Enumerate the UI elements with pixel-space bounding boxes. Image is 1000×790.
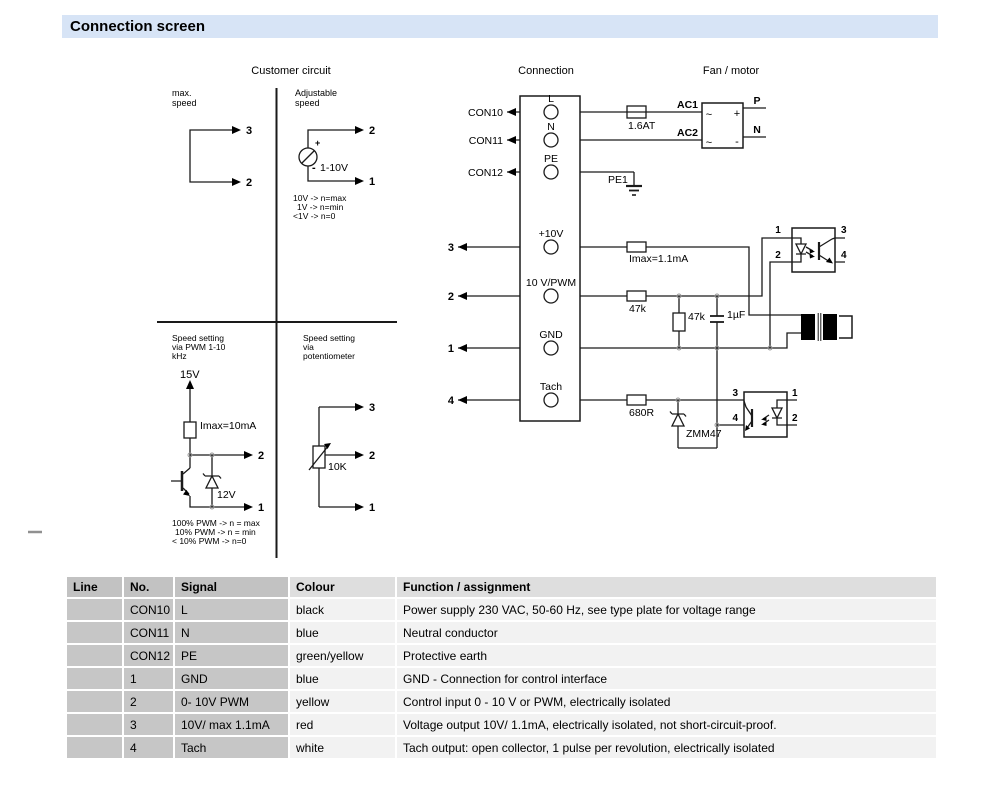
cell-line [67, 645, 122, 666]
col-header-function: Function / assignment [397, 577, 936, 597]
terminal-circle-n [544, 133, 558, 147]
cell-line [67, 691, 122, 712]
q4-terminal-2: 2 [369, 450, 376, 462]
cell-function: Protective earth [397, 645, 936, 666]
block-pin-pwm: 10 V/PWM [525, 277, 577, 289]
fuse-label: 1.6AT [628, 120, 656, 132]
block-con10-label: CON10 [467, 107, 503, 119]
cell-line [67, 599, 122, 620]
q2-label-line1: Adjustable [295, 88, 338, 98]
section-title-fan: Fan / motor [702, 65, 760, 77]
cell-colour: red [290, 714, 395, 735]
zener-zmm47-symbol [670, 412, 686, 427]
table-row [67, 737, 936, 758]
resistor-imax-symbol [627, 242, 646, 252]
r47k-series-label: 47k [629, 303, 646, 315]
connector-symbol [801, 313, 852, 341]
page-title: Connection screen [70, 18, 206, 35]
wires [157, 88, 845, 558]
cell-function: Tach output: open collector, 1 pulse per revolution, electrically isolated [397, 737, 936, 758]
q1-label-line1: max. [172, 88, 192, 98]
section-title-customer: Customer circuit [251, 65, 331, 77]
block-pin-n: N [547, 121, 555, 133]
q4-label-line1: Speed setting [303, 333, 355, 343]
q3-label-line3: kHz [172, 351, 187, 361]
table-header-row [67, 577, 936, 597]
table-row [67, 714, 936, 735]
cell-function: Voltage output 10V/ 1.1mA, electrically isolated, not short-circuit-proof. [397, 714, 936, 735]
ac1-label: AC1 [676, 99, 698, 111]
fan-p-label: P [753, 95, 761, 107]
q2-terminal-2: 2 [369, 125, 376, 137]
cell-function: Neutral conductor [397, 622, 936, 643]
terminal-circle-tach [544, 393, 558, 407]
cell-signal: L [175, 599, 288, 620]
section-title-connection: Connection [518, 65, 574, 77]
block-terminal-3: 3 [447, 242, 454, 254]
col-header-line: Line [67, 577, 122, 597]
q2-terminal-1: 1 [369, 176, 376, 188]
block-con11-label: CON11 [468, 135, 503, 147]
q1-terminal-3: 3 [246, 125, 253, 137]
terminal-circle-gnd [544, 341, 558, 355]
block-con12-label: CON12 [467, 167, 503, 179]
q1-label-line2: speed [172, 98, 197, 108]
fan-tilde-bottom: ~ [705, 137, 713, 149]
optocoupler-2 [744, 392, 787, 437]
cell-no: 3 [124, 714, 173, 735]
cell-function: Control input 0 - 10 V or PWM, electrically isolated [397, 691, 936, 712]
q3-note-3: < 10% PWM -> n=0 [172, 536, 247, 546]
opto1-pin2: 2 [775, 250, 781, 261]
q3-imax-label: Imax=10mA [200, 420, 257, 432]
cell-signal: 0- 10V PWM [175, 691, 288, 712]
opto2-pin1: 1 [792, 388, 798, 399]
resistor-imax10-symbol [184, 422, 196, 438]
block-pin-l: L [548, 93, 554, 105]
block-pin-pe: PE [543, 153, 559, 165]
cell-no: 2 [124, 691, 173, 712]
cell-function: GND - Connection for control interface [397, 668, 936, 689]
resistor-47k-shunt-symbol [673, 313, 685, 331]
cell-line [67, 622, 122, 643]
q3-terminal-2: 2 [258, 450, 265, 462]
cell-signal: Tach [175, 737, 288, 758]
opto2-pin2: 2 [792, 413, 798, 424]
ac2-label: AC2 [676, 127, 698, 139]
opto2-pin4: 4 [732, 413, 738, 424]
block-terminal-2: 2 [447, 291, 454, 303]
terminal-circle-10v [544, 240, 558, 254]
q3-zener-label: 12V [217, 489, 236, 501]
optocoupler-1 [792, 228, 835, 272]
cell-colour: white [290, 737, 395, 758]
q3-supply-label: 15V [180, 369, 200, 381]
r680-label: 680R [629, 407, 655, 419]
cell-line [67, 737, 122, 758]
q4-pot-label: 10K [328, 461, 347, 473]
q4-terminal-3: 3 [369, 402, 376, 414]
q4-label-line2: via [303, 342, 314, 352]
q2-label-line2: speed [295, 98, 320, 108]
col-header-no: No. [124, 577, 173, 597]
table-row [67, 668, 936, 689]
q2-minus-sign: - [312, 162, 316, 174]
fan-tilde-top: ~ [705, 109, 713, 121]
block-pin-tach: Tach [539, 381, 563, 393]
cell-function: Power supply 230 VAC, 50-60 Hz, see type plate for voltage range [397, 599, 936, 620]
q4-label-line3: potentiometer [303, 351, 355, 361]
cell-colour: blue [290, 668, 395, 689]
arrow-up-15v [186, 380, 194, 389]
cell-no: CON10 [124, 599, 173, 620]
terminal-circle-l [544, 105, 558, 119]
cell-no: CON12 [124, 645, 173, 666]
cell-no: 4 [124, 737, 173, 758]
col-header-colour: Colour [290, 577, 395, 597]
q2-source-label: 1-10V [320, 162, 349, 174]
cell-signal: 10V/ max 1.1mA [175, 714, 288, 735]
transistor-symbol [171, 468, 190, 496]
q3-label-line1: Speed setting [172, 333, 224, 343]
cell-signal: N [175, 622, 288, 643]
cell-signal: GND [175, 668, 288, 689]
table-row [67, 599, 936, 620]
terminal-circle-pe [544, 165, 558, 179]
zener-12v-symbol [203, 474, 221, 489]
pe1-label: PE1 [608, 174, 628, 186]
cell-colour: yellow [290, 691, 395, 712]
q2-plus-sign: + [315, 138, 321, 148]
fan-minus: - [735, 136, 739, 148]
table-row [67, 691, 936, 712]
q2-note-2: 1V -> n=min [297, 202, 344, 212]
col-header-signal: Signal [175, 577, 288, 597]
opto1-pin3: 3 [841, 225, 847, 236]
q4-terminal-1: 1 [369, 502, 376, 514]
resistor-680r-symbol [627, 395, 646, 405]
capacitor-symbol [710, 316, 724, 322]
cell-colour: black [290, 599, 395, 620]
terminal-circle-pwm [544, 289, 558, 303]
resistor-47k-series-symbol [627, 291, 646, 301]
cell-no: CON11 [124, 622, 173, 643]
opto2-pin3: 3 [732, 388, 738, 399]
block-pin-10v: +10V [538, 228, 564, 240]
block-terminal-4: 4 [447, 395, 454, 407]
connection-table [65, 575, 938, 760]
table-row [67, 645, 936, 666]
q3-terminal-1: 1 [258, 502, 265, 514]
q3-note-1: 100% PWM -> n = max [172, 518, 260, 528]
r47k-shunt-label: 47k [688, 311, 705, 323]
block-pin-gnd: GND [539, 329, 563, 341]
block-terminal-1: 1 [447, 343, 454, 355]
q2-note-1: 10V -> n=max [293, 193, 347, 203]
ground-symbol [626, 186, 642, 195]
fan-plus: + [733, 108, 741, 120]
q3-note-2: 10% PWM -> n = min [175, 527, 256, 537]
cell-signal: PE [175, 645, 288, 666]
q3-label-line2: via PWM 1-10 [172, 342, 226, 352]
imax-1ma-label: Imax=1.1mA [629, 253, 689, 265]
zmm47-label: ZMM47 [686, 428, 722, 440]
cap-1uf-label: 1µF [727, 309, 746, 321]
fan-n-label: N [753, 124, 761, 136]
cell-line [67, 714, 122, 735]
q2-note-3: <1V -> n=0 [293, 211, 336, 221]
cell-no: 1 [124, 668, 173, 689]
cell-colour: green/yellow [290, 645, 395, 666]
cell-line [67, 668, 122, 689]
cell-colour: blue [290, 622, 395, 643]
opto1-pin1: 1 [775, 225, 781, 236]
opto1-pin4: 4 [841, 250, 847, 261]
q1-terminal-2: 2 [246, 177, 253, 189]
table-row [67, 622, 936, 643]
